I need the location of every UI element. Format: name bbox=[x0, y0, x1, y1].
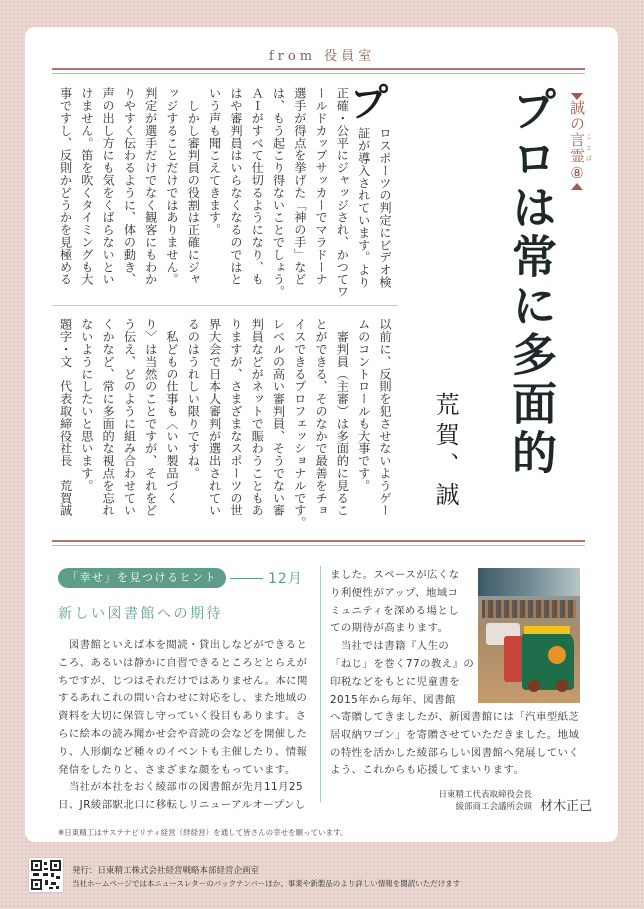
text-line: 声の出し方にも気をくばらないとい bbox=[101, 87, 116, 286]
qr-code-icon[interactable] bbox=[28, 857, 64, 893]
text-line: り〉は当然のことですが、それをど bbox=[143, 318, 158, 517]
text-line: 以前に、反則を犯させないようゲー bbox=[378, 318, 392, 517]
text-line: よう、これからも応援してまいります。 bbox=[330, 764, 525, 777]
text-line: 事ですし、反則かどうかを見極める bbox=[58, 87, 73, 286]
text-line: りやすく伝わるように、体の動き、 bbox=[122, 87, 137, 286]
text-line: るのはうれしい限りですね。 bbox=[186, 318, 201, 480]
text-line: り、人形劇など種々のイベントも主催したり、情報 bbox=[58, 745, 308, 758]
text-line: ないようにしたいと思います。 bbox=[79, 318, 94, 492]
text-line: しかし審判員の役割は正確にジャ bbox=[186, 87, 201, 286]
column-upper-text bbox=[54, 87, 395, 303]
bracket-open-icon bbox=[571, 93, 583, 100]
text-line: 資料を大切に保管し守っていく役目もあります。さ bbox=[58, 710, 307, 723]
footnote: ※日東精工はサステナビリティ経営（絆経営）を通して皆さんの幸せを願っています。 bbox=[58, 828, 348, 837]
drop-cap: プ bbox=[350, 80, 389, 125]
text-line: 当社では書籍『人生の bbox=[330, 640, 450, 653]
text-line: 審判員（主審）は多面的に見るこ bbox=[335, 318, 350, 517]
bracket-close-icon bbox=[571, 183, 583, 190]
text-line: 2015年から毎年、図書館 bbox=[330, 693, 456, 706]
text-line: ころ、あるいは静かに自習できるところととらえが bbox=[58, 656, 308, 669]
text-line: 「ねじ」を巻く77の教え』の bbox=[330, 657, 475, 670]
series-label-ruby bbox=[568, 132, 592, 164]
text-line: ての期待が高まります。 bbox=[330, 622, 449, 635]
hint-left-paragraph bbox=[58, 637, 308, 815]
text-line: 発信をしたりと、さまざまな顔をもっています。 bbox=[58, 763, 296, 776]
column-middle-divider bbox=[52, 305, 398, 306]
series-label bbox=[567, 93, 591, 190]
header-divider bbox=[52, 68, 585, 74]
text-line: 判員などがネットで賑わうこともあ bbox=[250, 318, 265, 517]
text-line: 日、JR綾部駅北口に移転しリニューアルオープンし bbox=[58, 799, 306, 812]
column-lower-text bbox=[54, 318, 395, 534]
text-line: ました。スペースが広くな bbox=[330, 569, 460, 581]
text-line: ロスポーツの判定にビデオ検 bbox=[378, 127, 392, 289]
section-divider bbox=[52, 540, 585, 546]
text-line: ールドカップサッカーでマラドーナ bbox=[314, 87, 329, 286]
text-line: ミュニティを深める場とし bbox=[330, 604, 460, 617]
hint-heading: 新しい図書館への期待 bbox=[58, 606, 223, 622]
section-header: from 役員室 bbox=[268, 49, 376, 64]
text-line: へ寄贈してきましたが、新図書館には「汽車型紙芝 bbox=[330, 711, 580, 723]
text-line: けません。笛を吹くタイミングも大 bbox=[79, 87, 94, 286]
text-line: ッジすることだけではありません。 bbox=[165, 87, 180, 286]
text-line: 当社が本社をおく綾部市の図書館が先月11月25 bbox=[58, 781, 304, 794]
text-line: 私どもの仕事も〈いい製品づく bbox=[165, 318, 180, 504]
badge-rule bbox=[230, 578, 263, 579]
text-line: 界大会で日本人審判が選出されてい bbox=[207, 318, 222, 517]
series-number: ⑧ bbox=[568, 164, 586, 183]
library-photo bbox=[478, 568, 580, 703]
text-line: いう声も聞こえてきます。 bbox=[207, 87, 222, 236]
text-line: はや審判員はいらなくなるのではと bbox=[228, 87, 243, 286]
text-line: 判定が選手だけでなく観客にもわか bbox=[143, 87, 158, 286]
text-line: ムのコントロールも大事です。 bbox=[356, 318, 371, 492]
signature-role-1: 日東精工代表取締役会長 bbox=[438, 790, 532, 800]
text-line: は、もう起こり得ないことでしょう。 bbox=[271, 87, 286, 298]
text-line: 図書館といえば本を閲読・貸出しなどができると bbox=[58, 639, 308, 651]
text-line: ＡＩがすべて仕切るようになり、も bbox=[250, 87, 265, 286]
text-line: とができる、そのなかで最善をチョ bbox=[314, 318, 329, 517]
series-label-base: 言霊 bbox=[568, 132, 586, 164]
text-line: レベルの高い審判員、そうでない審 bbox=[271, 318, 286, 517]
series-label-furigana: ことば bbox=[584, 132, 592, 164]
text-line: り利便性がアップ、地域コ bbox=[330, 586, 459, 599]
text-line: イスできるプロフェッショナルです。 bbox=[292, 318, 307, 529]
publisher: 発行：日東精工株式会社経営戦略本部経営企画室 bbox=[72, 866, 260, 876]
text-line: う伝え、どのように組み合わせてい bbox=[122, 318, 137, 517]
author-signature: 荒賀、誠 bbox=[431, 392, 459, 512]
text-line: するあれこれの問い合わせに対応をし、また地域の bbox=[58, 692, 308, 705]
hint-right-paragraph-narrow bbox=[330, 567, 474, 709]
text-line: 居収納ワゴン」を寄贈させていただきました。地域 bbox=[330, 728, 580, 741]
signature-role-2: 綾部商工会議所会頭 bbox=[455, 802, 532, 812]
text-line: 正確・公平にジャッジされ、かつてワ bbox=[335, 87, 350, 298]
text-line: 証が導入されています。より bbox=[356, 127, 371, 289]
column-divider bbox=[320, 566, 321, 802]
signature-name: 材木正己 bbox=[540, 799, 593, 814]
hint-right-paragraph-wide bbox=[330, 709, 579, 780]
text-line: らに絵本の読み聞かせ会や音読の会などを開催した bbox=[58, 727, 308, 740]
text-line: ちですが、じつはそれだけではありません。本に関 bbox=[58, 674, 308, 687]
series-label-text: 誠の bbox=[568, 100, 586, 132]
hint-month: 12月 bbox=[268, 571, 303, 587]
website-note: 当社ホームページでは本ニュースレターのバックナンバーほか、事業や新製品のより詳しい情報を閲読いただけます bbox=[72, 879, 461, 888]
hint-badge: 「幸せ」を見つけるヒント bbox=[58, 568, 226, 588]
column-title: プロは常に多面的 bbox=[504, 86, 557, 478]
text-line: 選手が得点を挙げた「神の手」など bbox=[292, 87, 307, 286]
text-line: りますが、さまざまなスポーツの世 bbox=[228, 318, 243, 517]
text-line: の特性を活かした綾部らしい図書館へ発展していく bbox=[330, 746, 580, 759]
text-line: くかなど、常に多面的な視点を忘れ bbox=[101, 318, 116, 517]
text-line: 題字・文 代表取締役社長 荒賀誠 bbox=[58, 318, 73, 517]
signature-role bbox=[400, 789, 532, 813]
text-line: 印税などをもとに児童書を bbox=[330, 675, 461, 688]
